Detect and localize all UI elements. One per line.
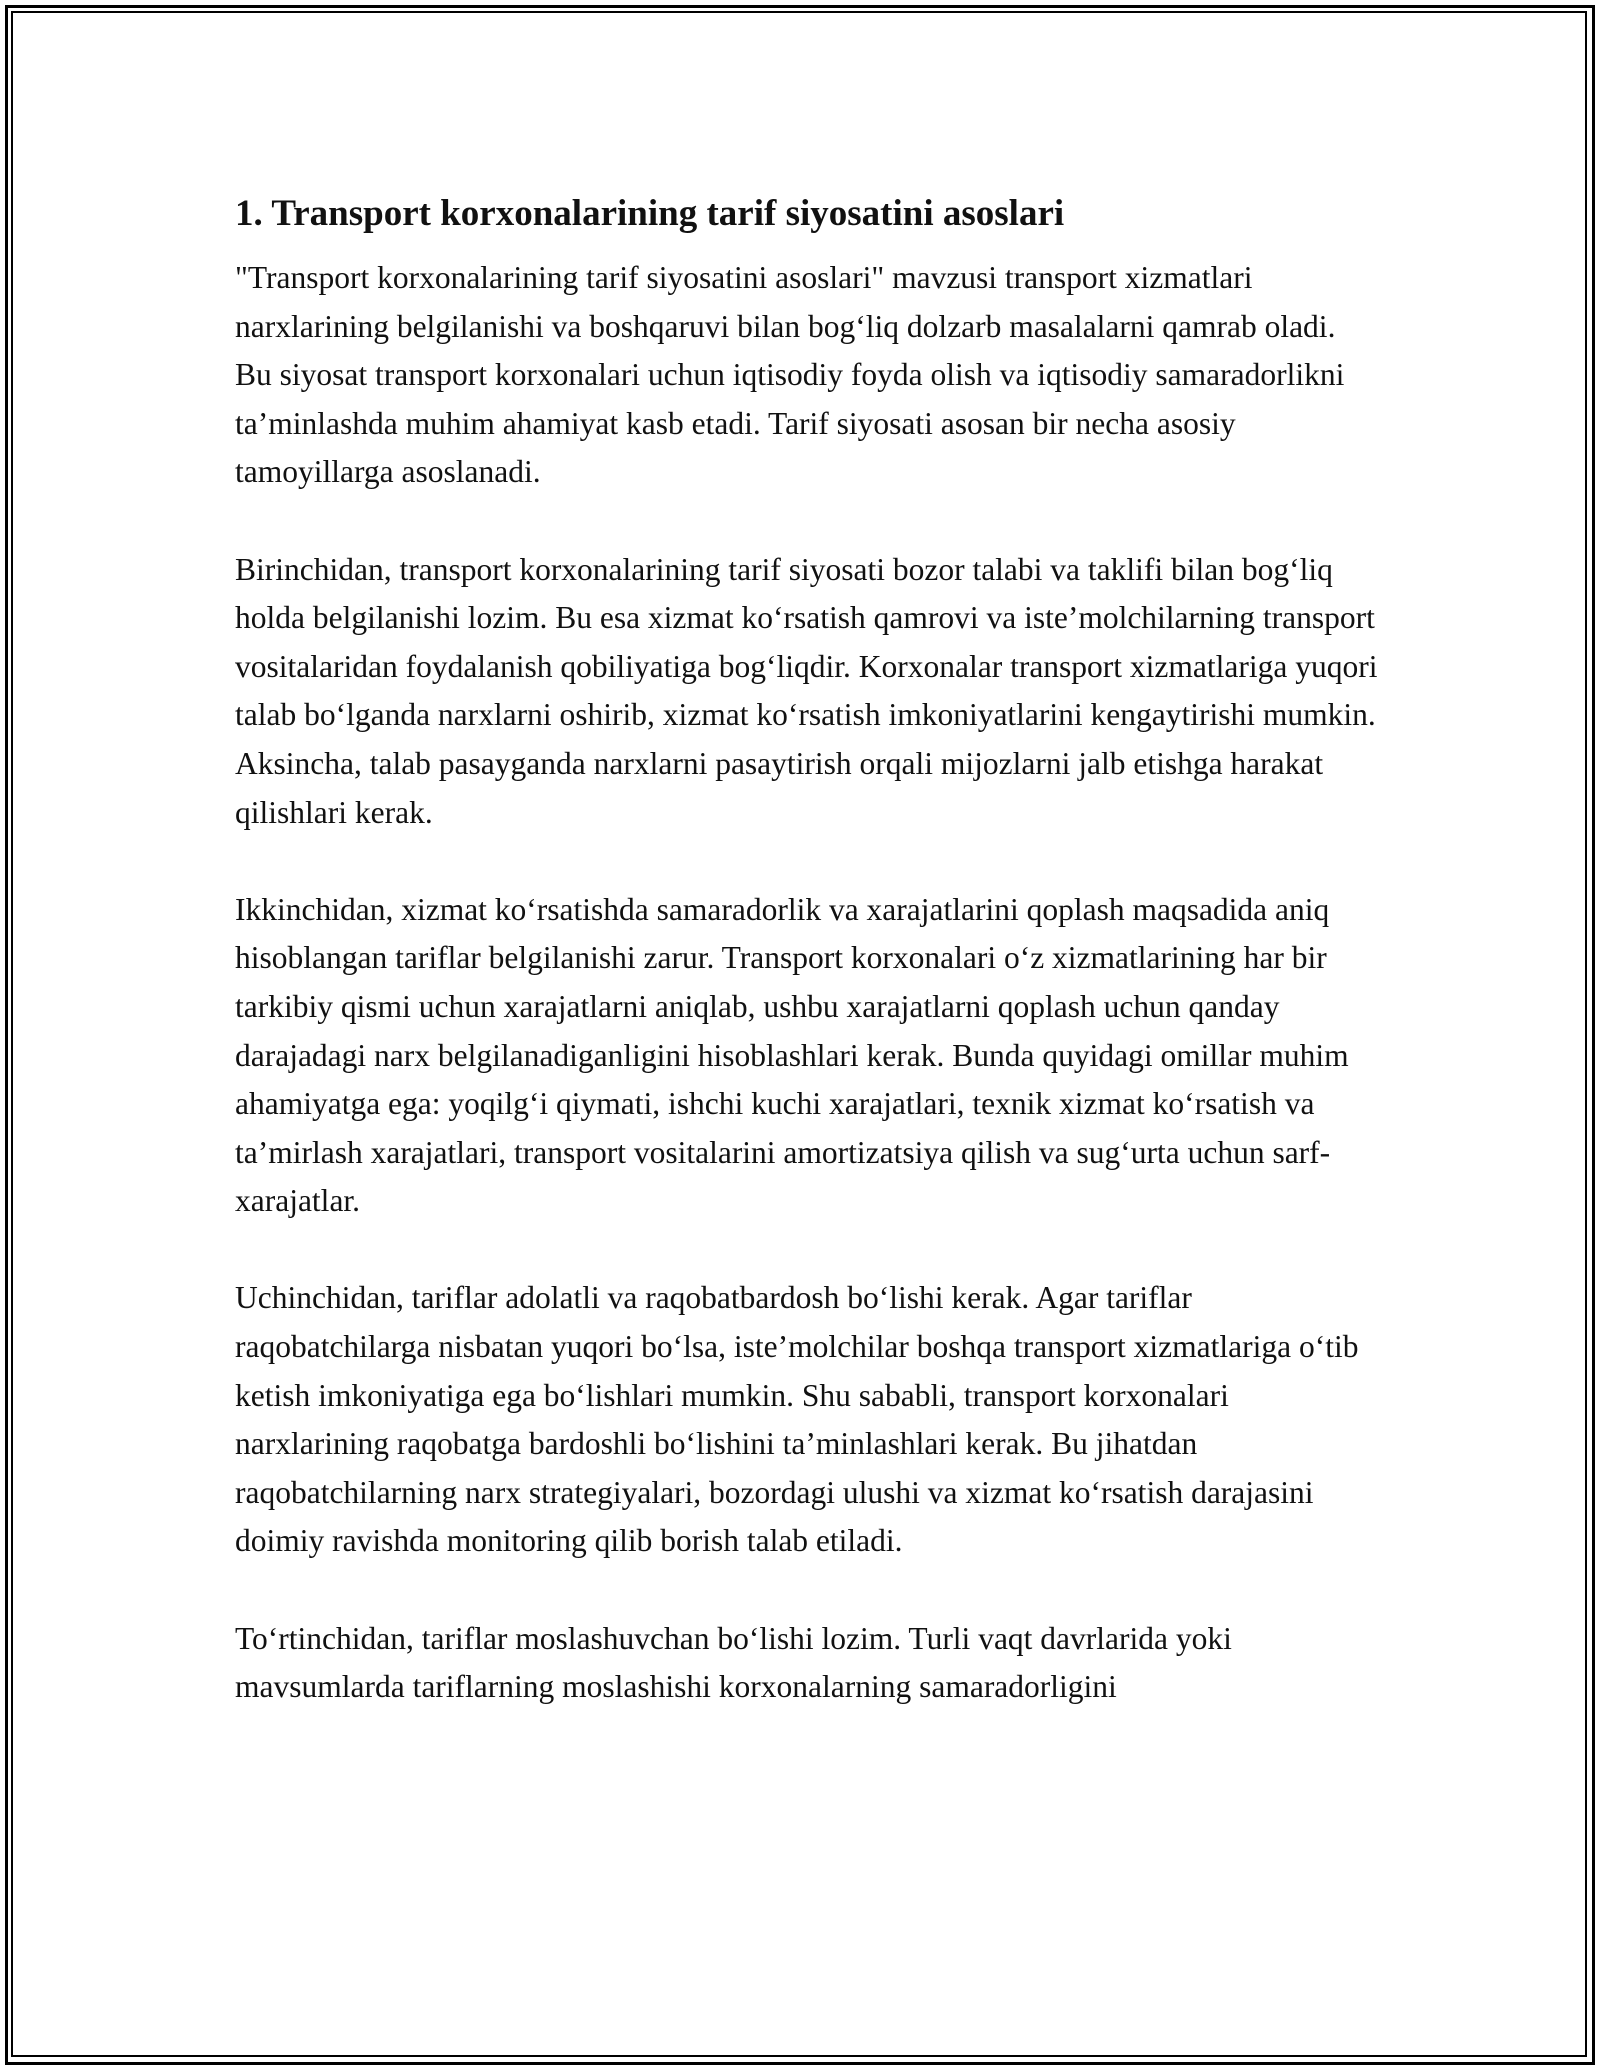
section-heading: 1. Transport korxonalarining tarif siyosatini asoslari xyxy=(235,193,1065,234)
paragraph-third-principle: Uchinchidan, tariflar adolatli va raqobatbardosh bo‘lishi kerak. Agar tariflar raqobatchilarga nisbatan yuqori bo‘lsa, iste’molchilar boshqa transport xizmatlariga o‘tib ketish imkoniyatiga ega bo‘lishlari mumkin. Shu sababli, transport korxonalari narxlarining raqobatga bardoshli bo‘lishini ta’minlashlari kerak. Bu jihatdan raqobatchilarning narx strategiyalari, bozordagi ulushi va xizmat ko‘rsatish darajasini doimiy ravishda monitoring qilib borish talab etiladi. xyxy=(235,1280,1359,1559)
paragraph-intro: "Transport korxonalarining tarif siyosatini asoslari" mavzusi transport xizmatlari narxlarining belgilanishi va boshqaruvi bilan bog‘liq dolzarb masalalarni qamrab oladi. Bu siyosat transport korxonalari uchun iqtisodiy foyda olish va iqtisodiy samaradorlikni ta’minlashda muhim ahamiyat kasb etadi. Tarif siyosati asosan bir necha asosiy tamoyillarga asoslanadi. xyxy=(235,260,1345,490)
paragraph-second-principle: Ikkinchidan, xizmat ko‘rsatishda samaradorlik va xarajatlarini qoplash maqsadida aniq hisoblangan tariflar belgilanishi zarur. Transport korxonalari o‘z xizmatlarining har bir tarkibiy qismi uchun xarajatlarni aniqlab, ushbu xarajatlarni qoplash uchun qanday darajadagi narx belgilanadiganligini hisoblashlari kerak. Bunda quyidagi omillar muhim ahamiyatga ega: yoqilg‘i qiymati, ishchi kuchi xarajatlari, texnik xizmat ko‘rsatish va ta’mirlash xarajatlari, transport vositalarini amortizatsiya qilish va sug‘urta uchun sarf-xarajatlar. xyxy=(235,891,1349,1219)
paragraph-first-principle: Birinchidan, transport korxonalarining tarif siyosati bozor talabi va taklifi bilan bog‘liq holda belgilanishi lozim. Bu esa xizmat ko‘rsatish qamrovi va iste’molchilarning transport vositalaridan foydalanish qobiliyatiga bog‘liqdir. Korxonalar transport xizmatlariga yuqori talab bo‘lganda narxlarni oshirib, xizmat ko‘rsatish imkoniyatlarini kengaytirishi mumkin. Aksincha, talab pasayganda narxlarni pasaytirish orqali mijozlarni jalb etishga harakat qilishlari kerak. xyxy=(235,551,1378,830)
document-body xyxy=(235,188,1380,1760)
paragraph-fourth-principle: To‘rtinchidan, tariflar moslashuvchan bo‘lishi lozim. Turli vaqt davrlarida yoki mavsumlarda tariflarning moslashishi korxonalarning samaradorligini xyxy=(235,1620,1232,1705)
